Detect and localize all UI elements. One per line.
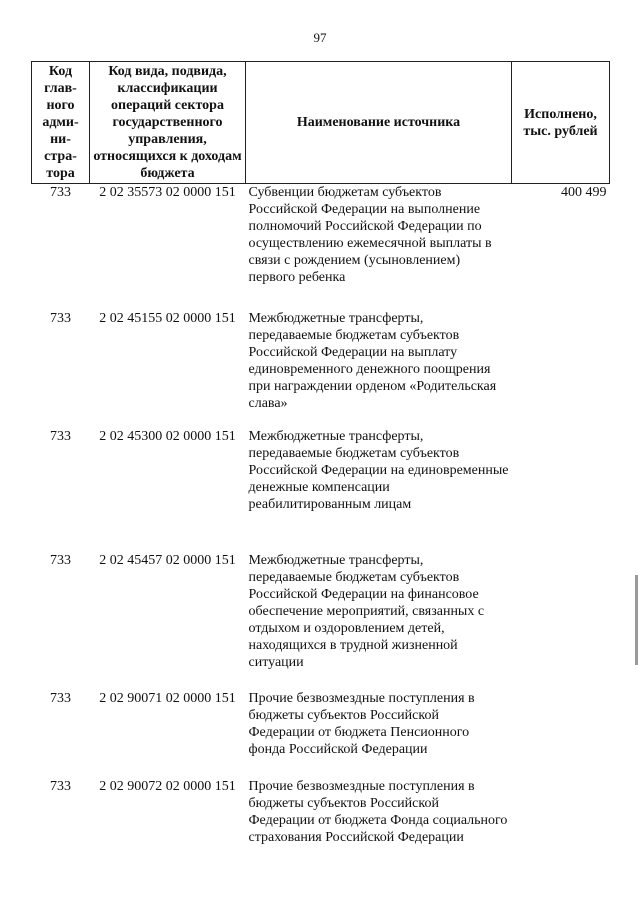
source-name-cell: Межбюджетные трансферты, передаваемые бюджетам субъектов Российской Федерации на единовременные денежные компенсации реабилитированным лицам [248,429,509,512]
admin-code-cell: 733 [50,429,71,444]
table-row [32,552,610,690]
scan-edge-shadow [635,575,638,665]
table-header [32,62,610,184]
classification-code-cell: 2 02 45300 02 0000 151 [99,429,236,444]
header-admin-code-line-1: Код [48,64,73,79]
header-source-name: Наименование источника [246,62,512,184]
executed-amount-cell [512,310,610,428]
source-name-cell: Прочие безвозмездные поступления в бюджеты субъектов Российской Федерации от бюджета Фонда социального страхования Российской Федерации [248,779,508,845]
header-admin-code-line-7: тора [46,166,75,181]
header-admin-code-line-4: адми- [42,115,79,130]
source-name-cell: Субвенции бюджетам субъектов Российской Федерации на выполнение полномочий Российской Федерации по осуществлению ежемесячной выплаты в связи с рождением (усыновлением) первого ребенка [248,185,492,285]
classification-code-cell: 2 02 45155 02 0000 151 [99,311,236,326]
executed-amount-cell [512,552,610,690]
admin-code-cell: 733 [50,311,71,326]
table-row [32,778,610,862]
table-body [32,184,610,863]
header-row [32,62,610,184]
classification-code-cell: 2 02 45457 02 0000 151 [99,553,236,568]
admin-code-cell: 733 [50,691,71,706]
header-admin-code-line-3: ного [46,98,75,113]
classification-code-cell: 2 02 35573 02 0000 151 [99,185,236,200]
executed-amount-cell: 400 499 [561,185,607,200]
table-row [32,428,610,552]
admin-code-cell: 733 [50,553,71,568]
executed-amount-cell [512,428,610,552]
header-classification-code: Код вида, подвида, классификации операций сектора государственного управления, относящихся к доходам бюджета [90,62,246,184]
header-admin-code-line-5: ни- [50,132,71,147]
admin-code-cell: 733 [50,779,71,794]
admin-code-cell: 733 [50,185,71,200]
source-name-cell: Прочие безвозмездные поступления в бюджеты субъектов Российской Федерации от бюджета Пенсионного фонда Российской Федерации [248,691,475,757]
classification-code-cell: 2 02 90071 02 0000 151 [99,691,236,706]
executed-amount-cell [512,778,610,862]
header-admin-code-line-6: стра- [44,149,77,164]
classification-code-cell: 2 02 90072 02 0000 151 [99,779,236,794]
table-row [32,690,610,778]
table-row [32,184,610,311]
executed-amount-cell [512,690,610,778]
table-row [32,310,610,428]
header-admin-code [32,62,90,184]
source-name-cell: Межбюджетные трансферты, передаваемые бюджетам субъектов Российской Федерации на выплату единовременного денежного поощрения при награждении орденом «Родительская слава» [248,311,497,411]
source-name-cell: Межбюджетные трансферты, передаваемые бюджетам субъектов Российской Федерации на финансовое обеспечение мероприятий, связанных с отдыхом и оздоровлением детей, находящихся в трудной жизненной ситуации [248,553,485,670]
page-number: 97 [313,30,327,45]
header-executed: Исполнено, тыс. рублей [512,62,610,184]
budget-revenue-table [31,61,610,862]
header-admin-code-line-2: глав- [44,81,77,96]
